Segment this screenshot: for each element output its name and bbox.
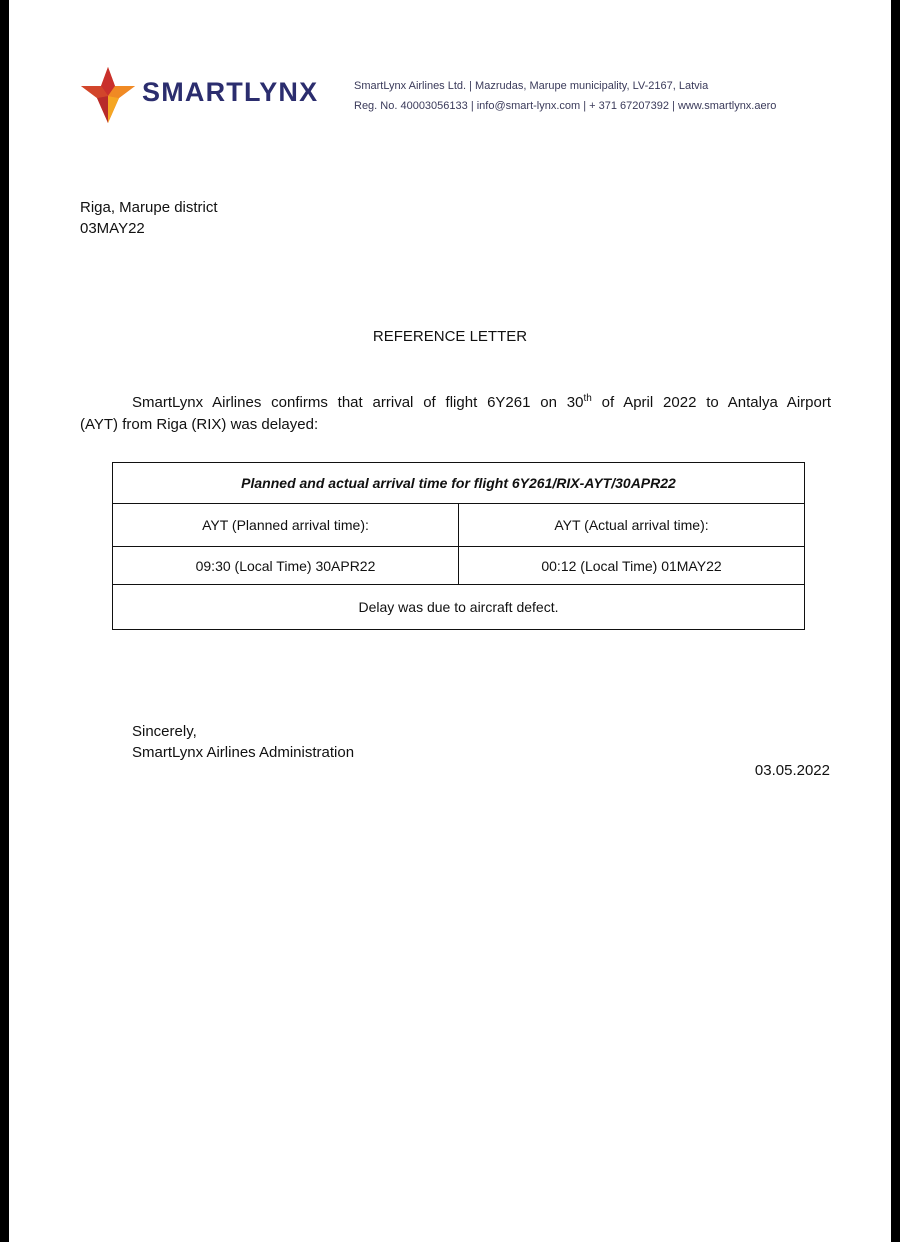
planned-arrival-label: AYT (Planned arrival time): — [113, 504, 459, 547]
letter-body-line-2: (AYT) from Riga (RIX) was delayed: — [80, 416, 319, 433]
company-address: SmartLynx Airlines Ltd. | Mazrudas, Marupe municipality, LV-2167, Latvia — [354, 80, 709, 92]
table-header-row — [113, 463, 805, 504]
letter-title: REFERENCE LETTER — [372, 328, 528, 345]
table-label-row — [113, 504, 805, 547]
company-info — [354, 76, 776, 116]
closing-date: 03.05.2022 — [754, 762, 830, 779]
letter-body-line-1 — [80, 392, 831, 414]
brand-name: SMARTLYNX — [142, 77, 319, 107]
ordinal-suffix: th — [583, 393, 592, 404]
flight-arrival-table — [112, 462, 805, 630]
planned-arrival-time: 09:30 (Local Time) 30APR22 — [113, 547, 459, 585]
letter-date: 03MAY22 — [80, 220, 145, 237]
table-header: Planned and actual arrival time for flight 6Y261/RIX-AYT/30APR22 — [113, 463, 805, 504]
table-time-row — [113, 547, 805, 585]
closing-salutation: Sincerely, — [132, 723, 197, 740]
actual-arrival-label: AYT (Actual arrival time): — [459, 504, 805, 547]
table-reason-row — [113, 585, 805, 630]
closing-signatory: SmartLynx Airlines Administration — [132, 744, 355, 761]
company-contacts: Reg. No. 40003056133 | info@smart-lynx.com | + 371 67207392 | www.smartlynx.aero — [354, 100, 777, 112]
body-part-2: of April 2022 to Antalya Airport — [591, 394, 831, 411]
actual-arrival-time: 00:12 (Local Time) 01MAY22 — [459, 547, 805, 585]
letter-place-date — [80, 197, 218, 239]
letter-place: Riga, Marupe district — [80, 199, 218, 216]
letter-closing — [132, 721, 354, 763]
lynx-star-logo-icon — [79, 66, 137, 124]
letter-body — [80, 392, 831, 436]
delay-reason: Delay was due to aircraft defect. — [113, 585, 805, 630]
body-part-1: SmartLynx Airlines confirms that arrival of flight 6Y261 on 30 — [132, 394, 584, 411]
